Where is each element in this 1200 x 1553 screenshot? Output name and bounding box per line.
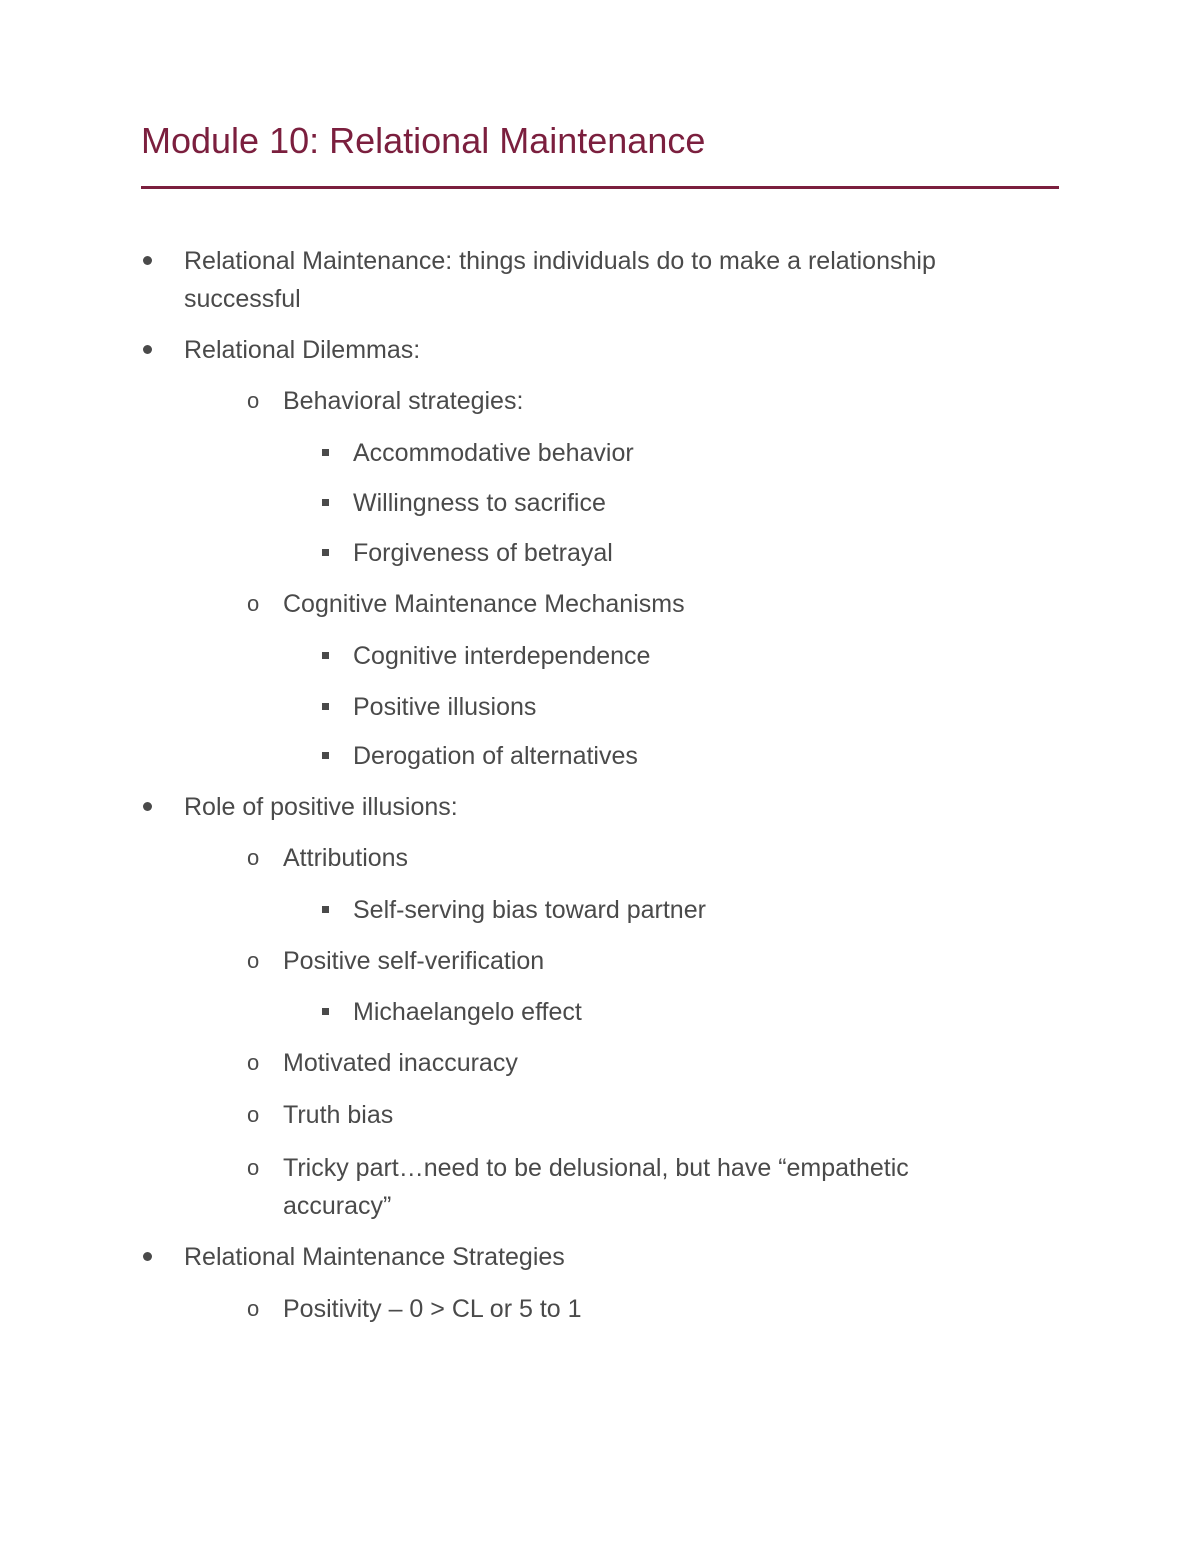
list-item [184, 331, 1044, 369]
list-item [184, 1238, 1044, 1276]
title-underline [141, 186, 1059, 189]
bullet-circle-icon: o [247, 591, 260, 616]
list-item [247, 1096, 1043, 1134]
list-item-text: Role of positive illusions: [184, 793, 458, 821]
list-item-text: Behavioral strategies: [283, 387, 524, 415]
bullet-disc-icon [143, 256, 152, 265]
list-item [247, 942, 1043, 980]
list-item-text: Relational Dilemmas: [184, 336, 421, 364]
bullet-square-icon [322, 652, 329, 659]
bullet-circle-icon: o [247, 388, 260, 413]
list-item-text: Willingness to sacrifice [353, 489, 606, 517]
list-item-text: Derogation of alternatives [353, 742, 638, 770]
bullet-disc-icon [143, 345, 152, 354]
list-item [247, 1149, 973, 1225]
list-item-text: Relational Maintenance: things individuals do to make a relationship successful [184, 247, 936, 313]
list-item-text: Positive illusions [353, 693, 537, 721]
bullet-circle-icon: o [247, 1102, 260, 1127]
bullet-circle-icon: o [247, 845, 260, 870]
list-item [247, 839, 1043, 877]
bullet-square-icon [322, 549, 329, 556]
list-item [184, 788, 1044, 826]
list-item-text: Truth bias [283, 1101, 394, 1129]
bullet-square-icon [322, 449, 329, 456]
bullet-circle-icon: o [247, 1050, 260, 1075]
list-item [353, 737, 1043, 775]
list-item [184, 242, 1044, 318]
bullet-disc-icon [143, 802, 152, 811]
list-item-text: Self-serving bias toward partner [353, 896, 706, 924]
list-item [353, 434, 1043, 472]
list-item-text: Motivated inaccuracy [283, 1049, 518, 1077]
list-item [247, 1290, 1043, 1328]
list-item-text: Positivity – 0 > CL or 5 to 1 [283, 1295, 582, 1323]
list-item [353, 891, 1043, 929]
list-item-text: Relational Maintenance Strategies [184, 1243, 565, 1271]
bullet-circle-icon: o [247, 948, 260, 973]
bullet-disc-icon [143, 1252, 152, 1261]
bullet-square-icon [322, 703, 329, 710]
list-item [353, 534, 1043, 572]
list-item-text: Accommodative behavior [353, 439, 634, 467]
bullet-square-icon [322, 1008, 329, 1015]
page-title: Module 10: Relational Maintenance [141, 120, 706, 161]
list-item-text: Forgiveness of betrayal [353, 539, 613, 567]
bullet-circle-icon: o [247, 1296, 260, 1321]
bullet-square-icon [322, 906, 329, 913]
list-item [247, 585, 1043, 623]
bullet-square-icon [322, 752, 329, 759]
list-item-text: Cognitive Maintenance Mechanisms [283, 590, 685, 618]
list-item [247, 1044, 1043, 1082]
list-item-text: Cognitive interdependence [353, 642, 651, 670]
bullet-square-icon [322, 499, 329, 506]
list-item [353, 993, 1043, 1031]
list-item-text: Michaelangelo effect [353, 998, 582, 1026]
list-item [353, 637, 1043, 675]
list-item [247, 382, 1043, 420]
list-item-text: Positive self-verification [283, 947, 545, 975]
list-item [353, 484, 1043, 522]
list-item [353, 688, 1043, 726]
bullet-circle-icon: o [247, 1155, 260, 1180]
list-item-text: Tricky part…need to be delusional, but have “empathetic accuracy” [283, 1154, 909, 1220]
list-item-text: Attributions [283, 844, 409, 872]
